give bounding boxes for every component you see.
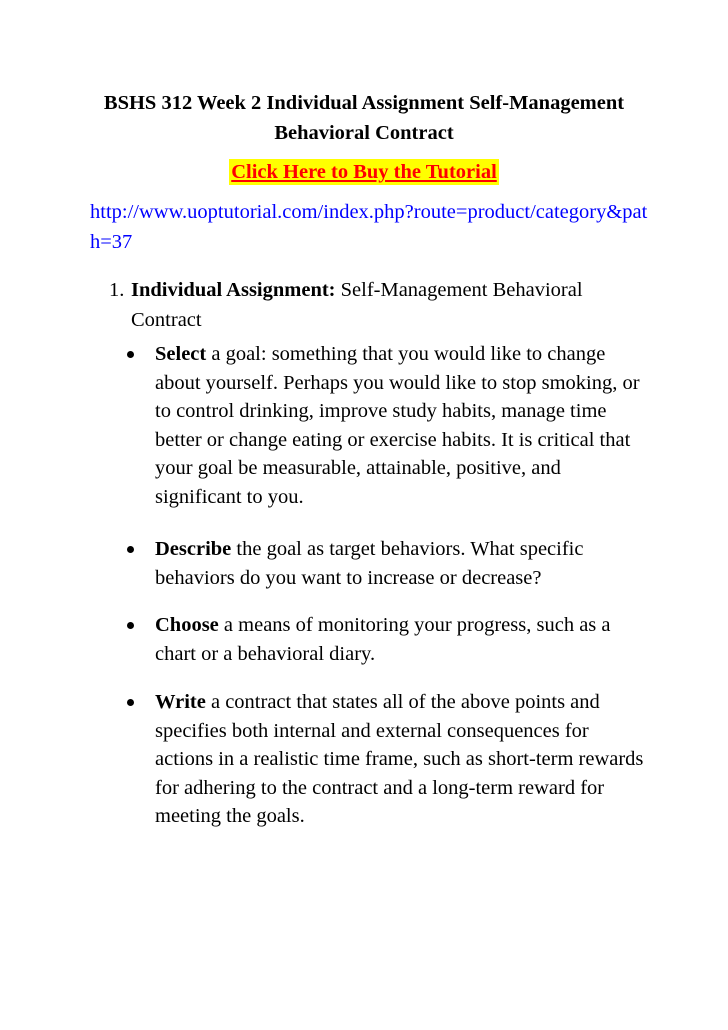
- bullet-dot-icon: [127, 622, 134, 629]
- bullet-bold-word: Describe: [155, 538, 232, 560]
- bullet-item-select: [155, 340, 650, 511]
- bullet-bold-word: Choose: [155, 614, 219, 636]
- list-item-rest: Self-Management Behavioral Contract: [131, 279, 583, 331]
- bullet-text: a means of monitoring your progress, such as a chart or a behavioral diary.: [155, 614, 611, 665]
- bullet-item-describe: [155, 535, 650, 592]
- list-number: 1.: [109, 279, 125, 301]
- bullet-dot-icon: [127, 699, 134, 706]
- document-title: BSHS 312 Week 2 Individual Assignment Self-Management Behavioral Contract: [103, 92, 625, 144]
- bullet-dot-icon: [127, 351, 134, 358]
- list-item-bold: Individual Assignment:: [131, 279, 336, 301]
- bullet-text: a contract that states all of the above points and specifies both internal and external consequences for actions in a realistic time frame, such as short-term rewards for adhering to the contract and a long-term reward for meeting the goals.: [155, 691, 644, 827]
- numbered-list-item: [109, 275, 639, 335]
- bullet-text: the goal as target behaviors. What specific behaviors do you want to increase or decrease?: [155, 538, 584, 589]
- bullet-dot-icon: [127, 546, 134, 553]
- list-item-text: [131, 275, 639, 335]
- bullet-item-write: [155, 688, 650, 831]
- bullet-bold-word: Select: [155, 343, 207, 365]
- buy-tutorial-link[interactable]: Click Here to Buy the Tutorial: [231, 161, 497, 183]
- cta-container: [0, 159, 728, 185]
- bullet-bold-word: Write: [155, 691, 206, 713]
- bullet-item-choose: [155, 611, 650, 668]
- bullet-text: a goal: something that you would like to change about yourself. Perhaps you would like to stop smoking, or to control drinking, improve study habits, manage time better or change eating or exercise habits. It is critical that your goal be measurable, attainable, positive, and significant to you.: [155, 343, 640, 508]
- tutorial-url-link[interactable]: http://www.uoptutorial.com/index.php?route=product/category&path=37: [90, 201, 648, 253]
